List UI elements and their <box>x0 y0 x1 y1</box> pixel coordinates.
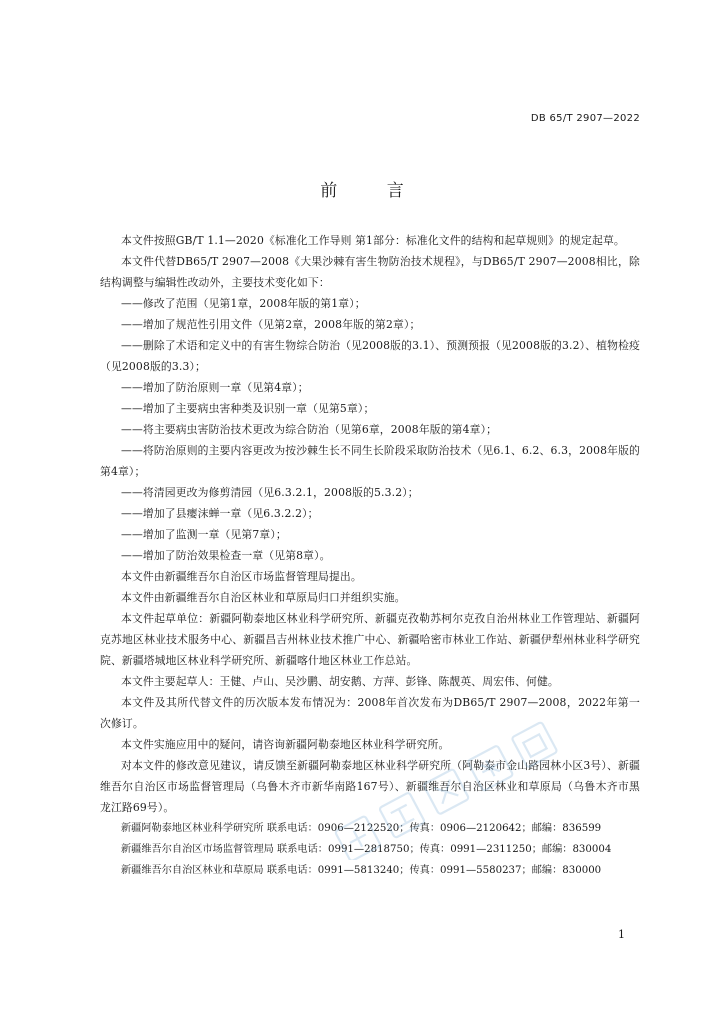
paragraph: 本文件按照GB/T 1.1—2020《标准化工作导则 第1部分：标准化文件的结构和起草规则》的规定起草。 <box>121 234 625 247</box>
change-item: ——将防治原则的主要内容更改为按沙棘生长不同生长阶段采取防治技术（见6.1、6.2、6.3，2008年版的第4章）； <box>100 444 640 478</box>
paragraph: 本文件代替DB65/T 2907—2008《大果沙棘有害生物防治技术规程》，与DB65/T 2907—2008相比，除结构调整与编辑性改动外，主要技术变化如下： <box>100 255 640 289</box>
paragraph: 本文件实施应用中的疑问，请咨询新疆阿勒泰地区林业科学研究所。 <box>121 738 450 751</box>
paragraph: 本文件起草单位：新疆阿勒泰地区林业科学研究所、新疆克孜勒苏柯尔克孜自治州林业工作管理站、新疆阿克苏地区林业技术服务中心、新疆昌吉州林业技术推广中心、新疆哈密市林业工作站、新疆伊犁州林业科学研究院、新疆塔城地区林业科学研究所、新疆喀什地区林业工作总站。 <box>100 612 640 667</box>
change-item: ——增加了防治原则一章（见第4章）； <box>121 381 309 394</box>
paragraph: 本文件由新疆维吾尔自治区林业和草原局归口并组织实施。 <box>121 591 406 604</box>
change-item: ——增加了监测一章（见第7章）； <box>121 528 287 541</box>
preface-body <box>100 230 640 881</box>
change-item: ——增加了主要病虫害种类及识别一章（见第5章）； <box>121 402 375 415</box>
page-number: 1 <box>618 928 625 941</box>
paragraph: 对本文件的修改意见建议，请反馈至新疆阿勒泰地区林业科学研究所（阿勒泰市金山路园林小区3号）、新疆维吾尔自治区市场监督管理局（乌鲁木齐市新华南路167号）、新疆维吾尔自治区林业和草原局（乌鲁木齐市黑龙江路69号）。 <box>100 759 640 814</box>
standard-number: DB 65/T 2907—2022 <box>530 113 640 124</box>
change-item: ——将清园更改为修剪清园（见6.3.2.1，2008版的5.3.2）； <box>121 486 419 499</box>
change-item: ——增加了规范性引用文件（见第2章，2008年版的第2章）； <box>121 318 421 331</box>
change-item: ——修改了范围（见第1章，2008年版的第1章）； <box>121 297 366 310</box>
paragraph: 本文件及其所代替文件的历次版本发布情况为：2008年首次发布为DB65/T 2907—2008，2022年第一次修订。 <box>100 696 640 730</box>
change-item: ——将主要病虫害防治技术更改为综合防治（见第6章，2008年版的第4章）； <box>121 423 498 436</box>
paragraph: 本文件主要起草人：王健、卢山、吴沙鹏、胡安鹅、方萍、彭锋、陈靓英、周宏伟、何健。 <box>121 675 559 688</box>
contact-line: 新疆阿勒泰地区林业科学研究所 联系电话：0906—2122520；传真：0906—2120642；邮编：836599 <box>121 823 602 834</box>
change-item: ——增加了县瘿沫蝉一章（见6.3.2.2）； <box>121 507 319 520</box>
page-title: 前 言 <box>320 181 426 201</box>
contact-line: 新疆维吾尔自治区林业和草原局 联系电话：0991—5813240；传真：0991—5580237；邮编：830000 <box>121 865 602 876</box>
paragraph: 本文件由新疆维吾尔自治区市场监督管理局提出。 <box>121 570 362 583</box>
change-item: ——增加了防治效果检查一章（见第8章）。 <box>121 549 331 562</box>
contact-line: 新疆维吾尔自治区市场监督管理局 联系电话：0991—2818750；传真：0991—2311250；邮编：830004 <box>121 844 612 855</box>
change-item: ——删除了术语和定义中的有害生物综合防治（见2008版的3.1）、预测预报（见2008版的3.2）、植物检疫（见2008版的3.3）； <box>100 339 640 373</box>
